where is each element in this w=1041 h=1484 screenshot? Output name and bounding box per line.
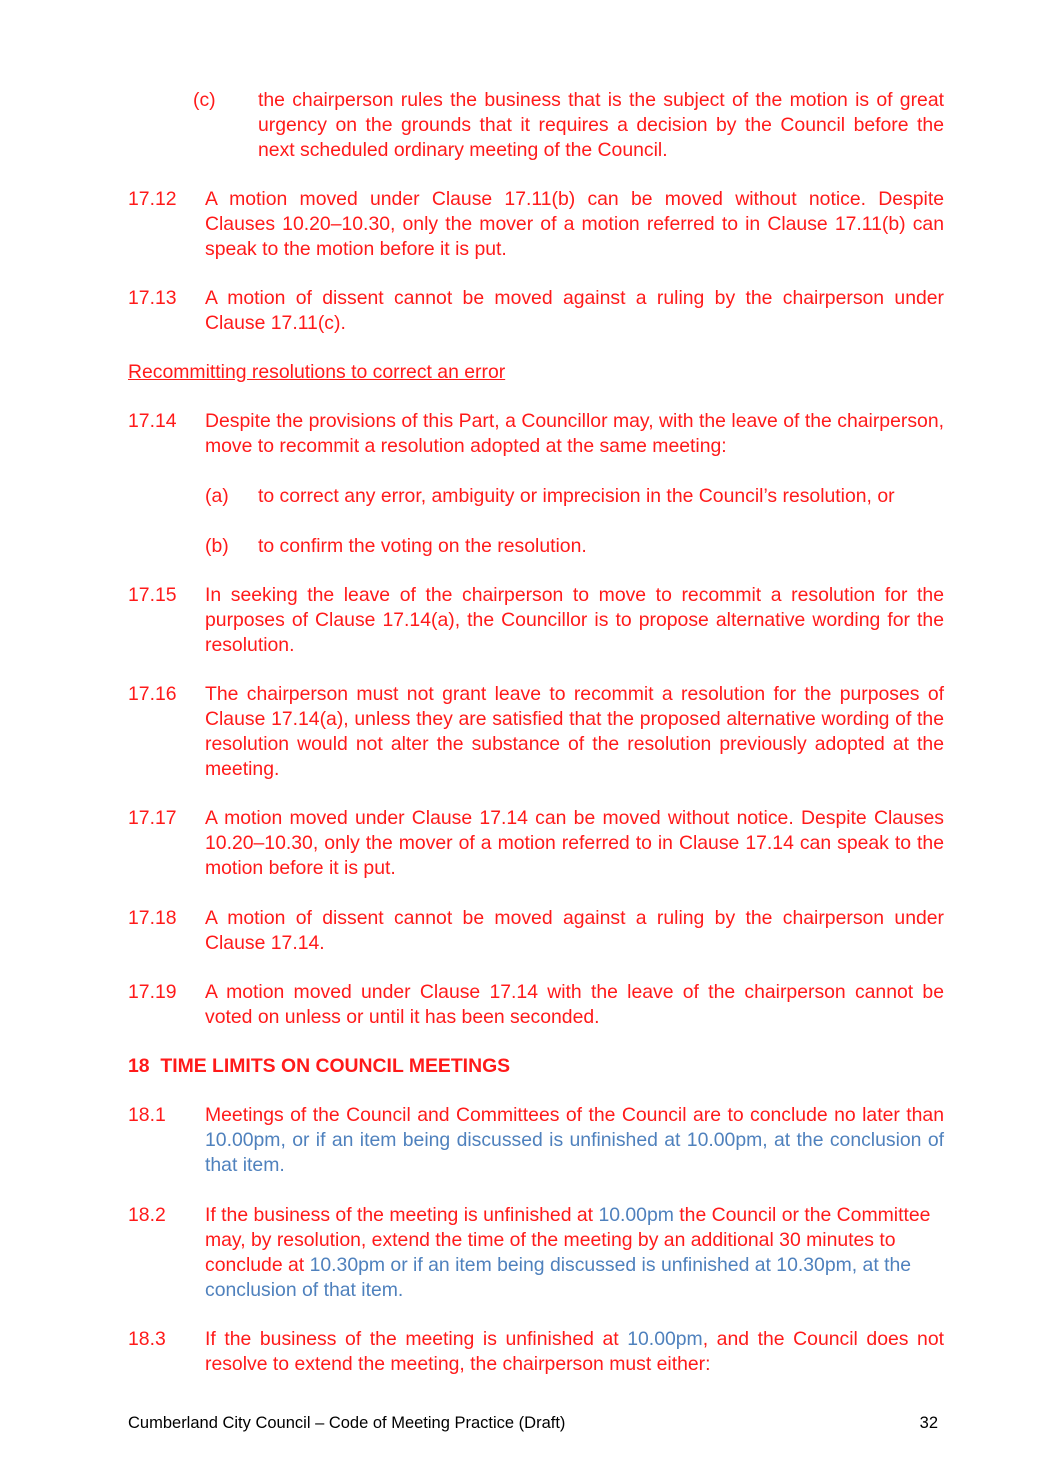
clause-number: 17.13 <box>128 287 177 309</box>
clause-number: 18.1 <box>128 1104 166 1126</box>
list-text-a: to correct any error, ambiguity or imprecision in the Council’s resolution, or <box>258 485 895 507</box>
clause-text <box>205 1203 944 1303</box>
list-text-b: to confirm the voting on the resolution. <box>258 535 587 557</box>
clause-text-blue: 10.00pm <box>598 1204 674 1226</box>
clause-text: A motion moved under Clause 17.11(b) can be moved without notice. Despite Clauses 10.20–10.30, only the mover of a motion referred to in Clause 17.11(b) can speak to the motion before it is put. <box>205 188 944 260</box>
clause-text: A motion moved under Clause 17.14 can be moved without notice. Despite Clauses 10.20–10.30, only the mover of a motion referred to in Clause 17.14 can speak to the motion before it is put. <box>205 807 944 879</box>
clause-text-red: If the business of the meeting is unfinished at <box>205 1204 599 1226</box>
clause-number: 17.18 <box>128 907 177 929</box>
clause-number: 17.19 <box>128 981 177 1003</box>
clause-number: 17.17 <box>128 807 177 829</box>
clause-text-red: Meetings of the Council and Committees of the Council are to conclude no later than <box>205 1104 944 1126</box>
section-heading-18: 18 TIME LIMITS ON COUNCIL MEETINGS <box>128 1055 511 1077</box>
page-number: 32 <box>919 1414 938 1432</box>
clause-text: In seeking the leave of the chairperson to move to recommit a resolution for the purposes of Clause 17.14(a), the Councillor is to propose alternative wording for the resolution. <box>205 584 944 656</box>
clause-text: A motion of dissent cannot be moved against a ruling by the chairperson under Clause 17.14. <box>205 907 944 954</box>
list-text-c: the chairperson rules the business that is the subject of the motion is of great urgency on the grounds that it requires a decision by the Council before the next scheduled ordinary meeting of the Council. <box>258 89 944 161</box>
footer-title: Cumberland City Council – Code of Meeting Practice (Draft) <box>128 1414 566 1432</box>
clause-text-blue: 10.00pm, or if an item being discussed is unfinished at 10.00pm, at the conclusion of that item. <box>205 1129 944 1176</box>
clause-text-blue: 10.30pm or if an item being discussed is unfinished at 10.30pm, at the conclusion of that item. <box>205 1254 912 1301</box>
clause-text-red: If the business of the meeting is unfinished at <box>205 1328 628 1350</box>
clause-text <box>205 1103 944 1178</box>
list-label-b: (b) <box>205 535 229 557</box>
clause-text-red: , and the Council does not resolve to extend the meeting, the chairperson must either: <box>205 1328 944 1375</box>
clause-text-blue: 10.00pm <box>627 1328 703 1350</box>
clause-number: 18.3 <box>128 1328 166 1350</box>
clause-text <box>205 1327 944 1377</box>
clause-number: 17.15 <box>128 584 177 606</box>
list-label-a: (a) <box>205 485 229 507</box>
clause-text-red: the Council or the Committee may, by resolution, extend the time of the meeting by an additional 30 minutes to conclude at <box>205 1204 931 1276</box>
clause-text: Despite the provisions of this Part, a Councillor may, with the leave of the chairperson, move to recommit a resolution adopted at the same meeting: <box>205 410 944 457</box>
clause-number: 17.16 <box>128 683 177 705</box>
clause-number: 17.12 <box>128 188 177 210</box>
clause-text: A motion moved under Clause 17.14 with the leave of the chairperson cannot be voted on unless or until it has been seconded. <box>205 981 944 1028</box>
clause-number: 18.2 <box>128 1204 166 1226</box>
clause-text: A motion of dissent cannot be moved against a ruling by the chairperson under Clause 17.11(c). <box>205 287 944 334</box>
clause-number: 17.14 <box>128 410 177 432</box>
list-label-c: (c) <box>193 89 216 111</box>
clause-text: The chairperson must not grant leave to recommit a resolution for the purposes of Clause 17.14(a), unless they are satisfied that the proposed alternative wording of the resolution would not alter the substance of the resolution previously adopted at the meeting. <box>205 683 944 780</box>
subheading-recommitting: Recommitting resolutions to correct an error <box>128 361 506 383</box>
